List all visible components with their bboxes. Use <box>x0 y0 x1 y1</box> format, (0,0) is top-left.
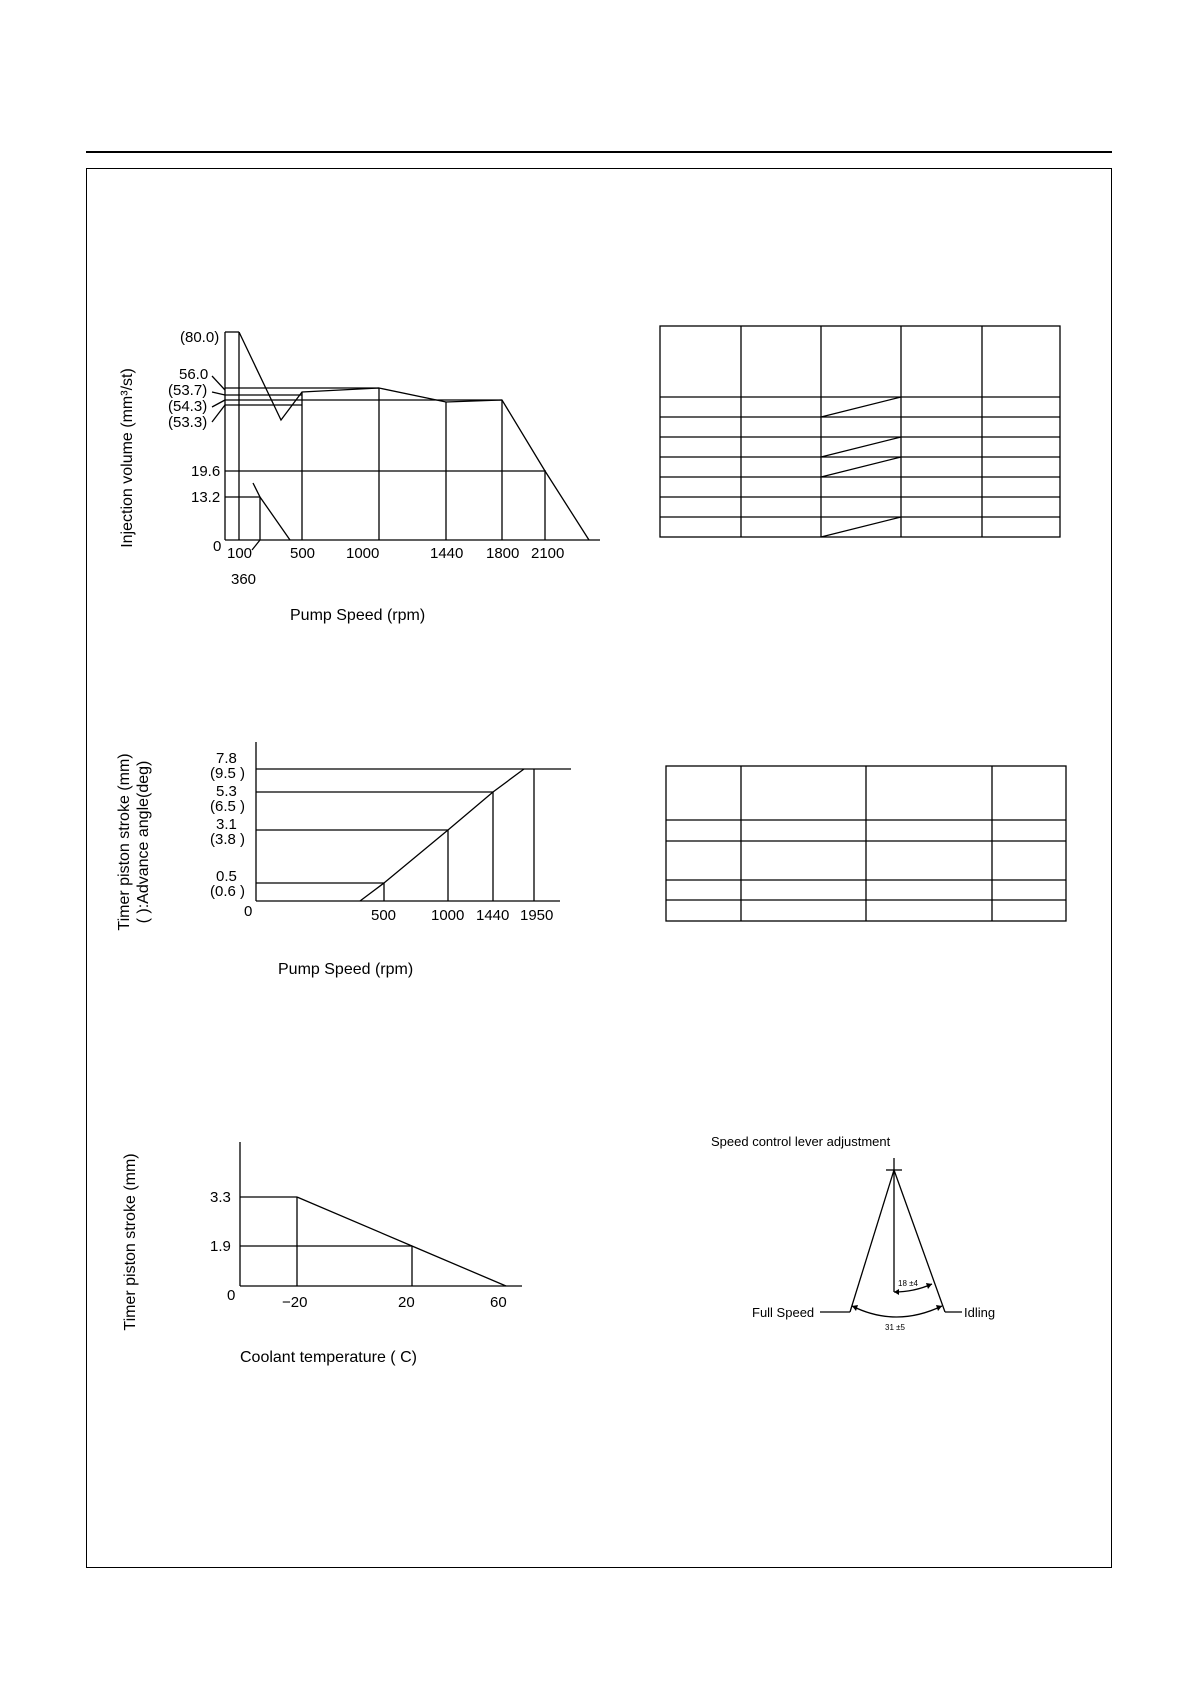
x-tick-2100: 2100 <box>531 545 565 562</box>
chart-injection-volume <box>119 329 600 624</box>
y-tick-3-1: 3.1 <box>216 816 237 833</box>
lever-diagram <box>711 1134 995 1332</box>
advance-curve <box>360 769 524 901</box>
coolant-curve <box>297 1197 506 1286</box>
table-1 <box>660 326 1060 537</box>
table-1-slash <box>821 517 901 537</box>
chart-timer-stroke-coolant <box>122 1142 522 1366</box>
x-tick-1000: 1000 <box>431 907 465 924</box>
y-tick-5-3: 5.3 <box>216 783 237 800</box>
x-axis-title: Pump Speed (rpm) <box>278 961 414 978</box>
y-tick-19-6: 19.6 <box>191 463 221 480</box>
chart-timer-stroke-speed <box>116 742 571 978</box>
table-1-border <box>660 326 1060 537</box>
y-axis-title: Timer piston stroke (mm) <box>122 1153 139 1331</box>
y-axis-title-2: ( ):Advance angle(deg) <box>135 760 152 924</box>
leader-56 <box>212 376 225 390</box>
y-tick-54-3: (54.3) <box>168 398 208 415</box>
y-axis-title: Timer piston stroke (mm) <box>116 753 133 931</box>
y-tick-80: (80.0) <box>180 329 220 346</box>
x-tick-0: 0 <box>227 1287 236 1304</box>
label-idling: Idling <box>964 1305 996 1320</box>
y-tick-9-5: (9.5 ) <box>210 765 246 782</box>
x-tick-1440: 1440 <box>476 907 510 924</box>
x-tick-1800: 1800 <box>486 545 520 562</box>
x-tick-500: 500 <box>290 545 316 562</box>
arrow-icon <box>894 1289 899 1295</box>
x-tick-1950: 1950 <box>520 907 554 924</box>
arc-outer <box>852 1306 942 1317</box>
injection-curve <box>239 332 589 540</box>
y-tick-56: 56.0 <box>179 366 209 383</box>
x-tick-500: 500 <box>371 907 397 924</box>
x-tick-360: 360 <box>231 571 257 588</box>
leader-53-3 <box>212 405 225 422</box>
y-tick-0: 0 <box>213 538 222 555</box>
y-tick-0-6: (0.6 ) <box>210 883 246 900</box>
x-axis-title: Coolant temperature ( C) <box>240 1349 417 1366</box>
leader-54-3 <box>212 400 225 407</box>
y-tick-1-9: 1.9 <box>210 1238 231 1255</box>
x-tick-20: 20 <box>398 1294 415 1311</box>
y-tick-53-3: (53.3) <box>168 414 208 431</box>
table-1-slash <box>821 397 901 417</box>
y-tick-3-3: 3.3 <box>210 1189 231 1206</box>
y-tick-6-5: (6.5 ) <box>210 798 246 815</box>
y-axis-title: Injection volume (mm³/st) <box>119 368 136 548</box>
lever-idling <box>894 1170 945 1312</box>
x-tick-60: 60 <box>490 1294 507 1311</box>
y-tick-0-5: 0.5 <box>216 868 237 885</box>
y-tick-13-2: 13.2 <box>191 489 221 506</box>
table-2 <box>666 766 1066 921</box>
x-tick-100: 100 <box>227 545 253 562</box>
x-tick-1440: 1440 <box>430 545 464 562</box>
x-tick-1000: 1000 <box>346 545 380 562</box>
y-tick-3-8: (3.8 ) <box>210 831 246 848</box>
x-tick-0: 0 <box>244 903 253 920</box>
idle-curve <box>253 483 290 540</box>
table-1-slash <box>821 437 901 457</box>
label-full-speed: Full Speed <box>752 1305 815 1320</box>
lever-full-speed <box>850 1170 894 1312</box>
lever-title: Speed control lever adjustment <box>711 1134 891 1149</box>
angle-outer-label: 31 ±5 <box>885 1323 905 1332</box>
leader-53-7 <box>212 392 225 395</box>
leader-360 <box>252 540 260 550</box>
y-tick-7-8: 7.8 <box>216 750 237 767</box>
table-1-slash <box>821 457 901 477</box>
angle-inner-label: 18 ±4 <box>898 1279 918 1288</box>
y-tick-53-7: (53.7) <box>168 382 208 399</box>
x-axis-title: Pump Speed (rpm) <box>290 607 426 624</box>
x-tick-neg20: −20 <box>282 1294 308 1311</box>
